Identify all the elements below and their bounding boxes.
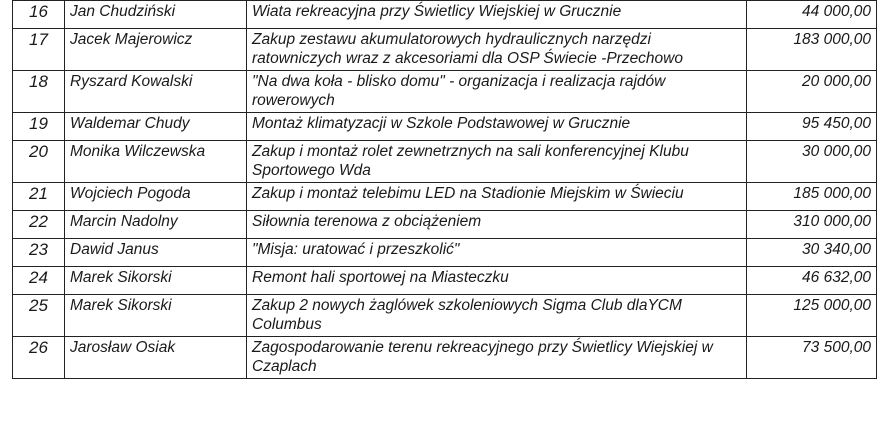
- row-number: 16: [13, 1, 65, 29]
- row-number: 19: [13, 113, 65, 141]
- project-description: Zagospodarowanie terenu rekreacyjnego przy Świetlicy Wiejskiej w Czaplach: [247, 337, 747, 379]
- project-amount: 46 632,00: [747, 267, 877, 295]
- project-description: Siłownia terenowa z obciążeniem: [247, 211, 747, 239]
- project-amount: 125 000,00: [747, 295, 877, 337]
- row-number: 17: [13, 29, 65, 71]
- table-row: [13, 141, 877, 183]
- row-number: 18: [13, 71, 65, 113]
- project-description: Zakup 2 nowych żaglówek szkoleniowych Sigma Club dlaYCM Columbus: [247, 295, 747, 337]
- row-number: 23: [13, 239, 65, 267]
- table-row: [13, 29, 877, 71]
- table-row: [13, 183, 877, 211]
- project-amount: 95 450,00: [747, 113, 877, 141]
- applicant-name: Marcin Nadolny: [65, 211, 247, 239]
- project-amount: 30 000,00: [747, 141, 877, 183]
- table-row: [13, 239, 877, 267]
- table-row: [13, 295, 877, 337]
- project-amount: 20 000,00: [747, 71, 877, 113]
- table-row: [13, 337, 877, 379]
- applicant-name: Marek Sikorski: [65, 295, 247, 337]
- project-amount: 44 000,00: [747, 1, 877, 29]
- applicant-name: Waldemar Chudy: [65, 113, 247, 141]
- applicant-name: Jarosław Osiak: [65, 337, 247, 379]
- table-row: [13, 267, 877, 295]
- table-row: [13, 71, 877, 113]
- project-amount: 185 000,00: [747, 183, 877, 211]
- applicant-name: Monika Wilczewska: [65, 141, 247, 183]
- project-description: Wiata rekreacyjna przy Świetlicy Wiejskiej w Grucznie: [247, 1, 747, 29]
- row-number: 22: [13, 211, 65, 239]
- applicant-name: Ryszard Kowalski: [65, 71, 247, 113]
- applicant-name: Jan Chudziński: [65, 1, 247, 29]
- projects-table: [12, 0, 877, 379]
- project-description: Zakup i montaż telebimu LED na Stadionie Miejskim w Świeciu: [247, 183, 747, 211]
- project-description: "Na dwa koła - blisko domu" - organizacja i realizacja rajdów rowerowych: [247, 71, 747, 113]
- row-number: 21: [13, 183, 65, 211]
- applicant-name: Jacek Majerowicz: [65, 29, 247, 71]
- project-description: Montaż klimatyzacji w Szkole Podstawowej w Grucznie: [247, 113, 747, 141]
- project-amount: 30 340,00: [747, 239, 877, 267]
- row-number: 25: [13, 295, 65, 337]
- applicant-name: Dawid Janus: [65, 239, 247, 267]
- project-description: Zakup zestawu akumulatorowych hydraulicznych narzędzi ratowniczych wraz z akcesoriami dla OSP Świecie -Przechowo: [247, 29, 747, 71]
- project-description: "Misja: uratować i przeszkolić": [247, 239, 747, 267]
- row-number: 26: [13, 337, 65, 379]
- table-row: [13, 211, 877, 239]
- table-row: [13, 113, 877, 141]
- project-amount: 73 500,00: [747, 337, 877, 379]
- project-description: Remont hali sportowej na Miasteczku: [247, 267, 747, 295]
- table-row: [13, 1, 877, 29]
- project-amount: 183 000,00: [747, 29, 877, 71]
- row-number: 20: [13, 141, 65, 183]
- project-amount: 310 000,00: [747, 211, 877, 239]
- applicant-name: Marek Sikorski: [65, 267, 247, 295]
- project-description: Zakup i montaż rolet zewnetrznych na sali konferencyjnej Klubu Sportowego Wda: [247, 141, 747, 183]
- row-number: 24: [13, 267, 65, 295]
- applicant-name: Wojciech Pogoda: [65, 183, 247, 211]
